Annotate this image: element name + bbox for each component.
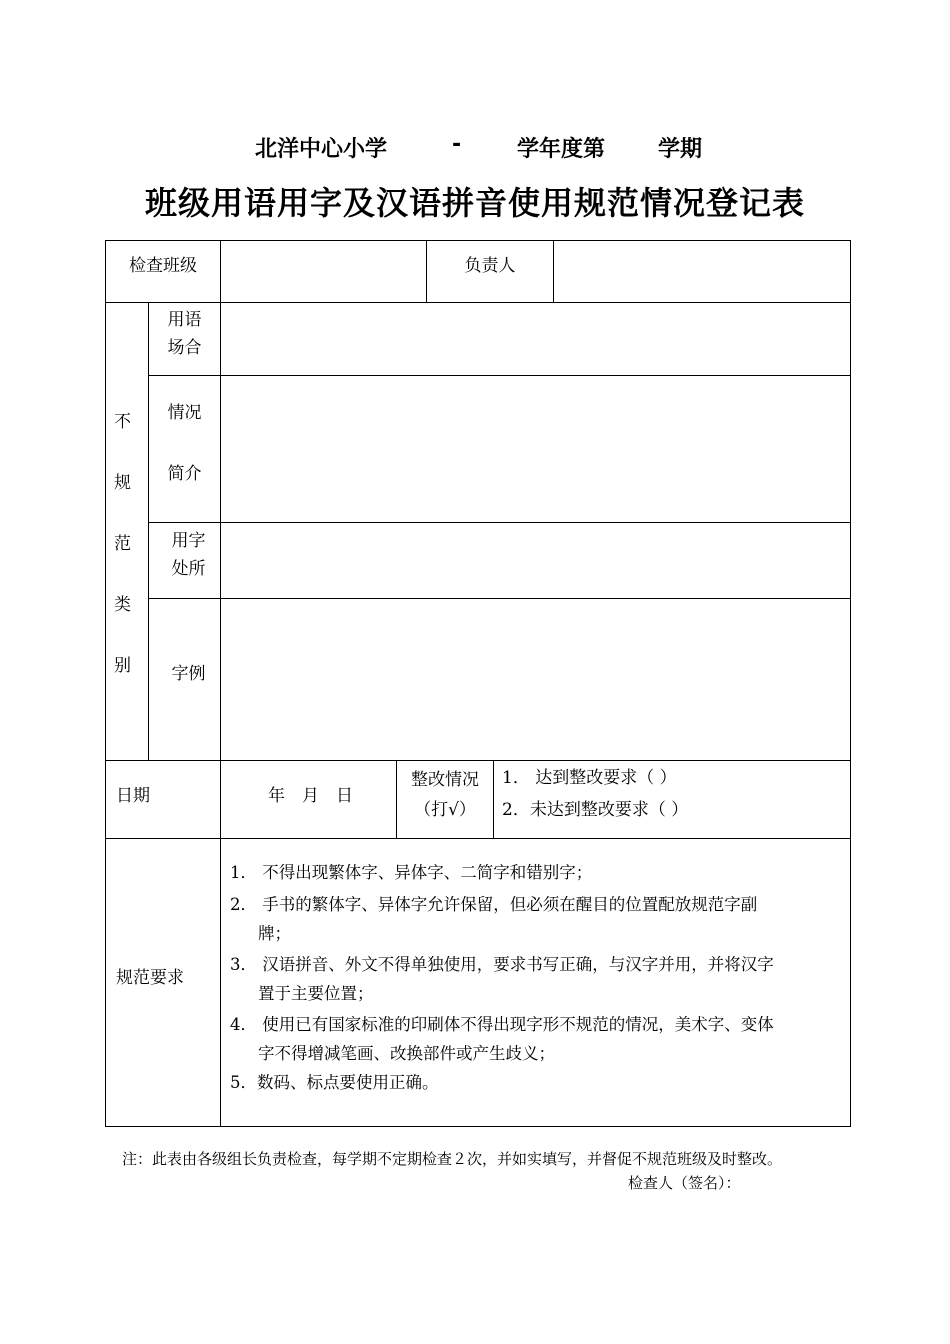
requirement-item: 5．数码、标点要使用正确。	[230, 1073, 439, 1092]
requirement-item: 4． 使用已有国家标准的印刷体不得出现字形不规范的情况，美术字、变体	[230, 1015, 774, 1034]
date-year[interactable]: 年	[268, 786, 285, 806]
usage-place-input[interactable]	[226, 306, 846, 372]
school-name: 北洋中心小学	[255, 137, 388, 162]
person-label: 负责人	[464, 256, 516, 276]
usage-place-label-2: 场合	[167, 338, 202, 358]
class-label: 检查班级	[129, 256, 197, 276]
term-label: 学期	[658, 137, 703, 162]
requirement-item-continued: 置于主要位置；	[258, 984, 374, 1003]
rectify-option-met[interactable]: 1． 达到整改要求（ ）	[502, 768, 677, 788]
rectify-option-not-met[interactable]: 2．未达到整改要求（ ）	[502, 800, 689, 820]
category-char: 范	[114, 534, 131, 554]
form-title: 班级用语用字及汉语拼音使用规范情况登记表	[144, 184, 805, 222]
char-place-label-2: 处所	[171, 559, 206, 579]
char-place-label-1: 用字	[171, 531, 206, 551]
date-month[interactable]: 月	[302, 786, 319, 806]
category-char: 规	[114, 473, 131, 493]
requirement-item: 3． 汉语拼音、外文不得单独使用，要求书写正确，与汉字并用，并将汉字	[230, 955, 774, 974]
category-char: 类	[114, 595, 131, 615]
situation-label-2: 简介	[167, 464, 202, 484]
requirements-label: 规范要求	[116, 968, 184, 988]
situation-input[interactable]	[226, 380, 846, 518]
year-dash: -	[452, 132, 462, 157]
footer-note: 注：此表由各级组长负责检查，每学期不定期检查２次，并如实填写，并督促不规范班级及时整改。	[122, 1150, 783, 1168]
category-char: 别	[114, 656, 131, 676]
year-label: 学年度第	[517, 137, 606, 162]
requirement-item: 1． 不得出现繁体字、异体字、二简字和错别字；	[230, 863, 593, 882]
category-char: 不	[114, 412, 131, 432]
date-label: 日期	[116, 786, 150, 806]
header-subtitle	[0, 132, 950, 164]
rectify-label: 整改情况	[411, 770, 479, 790]
date-day[interactable]: 日	[336, 786, 353, 806]
rectify-hint: （打√）	[414, 800, 476, 820]
requirement-item-continued: 牌；	[258, 924, 291, 943]
char-example-label: 字例	[171, 664, 206, 684]
situation-label-1: 情况	[167, 403, 202, 423]
char-place-input[interactable]	[226, 527, 846, 593]
usage-place-label-1: 用语	[167, 310, 202, 330]
inspector-signature-label: 检查人（签名）：	[628, 1174, 741, 1192]
char-example-input[interactable]	[226, 603, 846, 755]
requirement-item: 2． 手书的繁体字、异体字允许保留，但必须在醒目的位置配放规范字副	[230, 895, 758, 914]
requirement-item-continued: 字不得增减笔画、改换部件或产生歧义；	[258, 1044, 555, 1063]
